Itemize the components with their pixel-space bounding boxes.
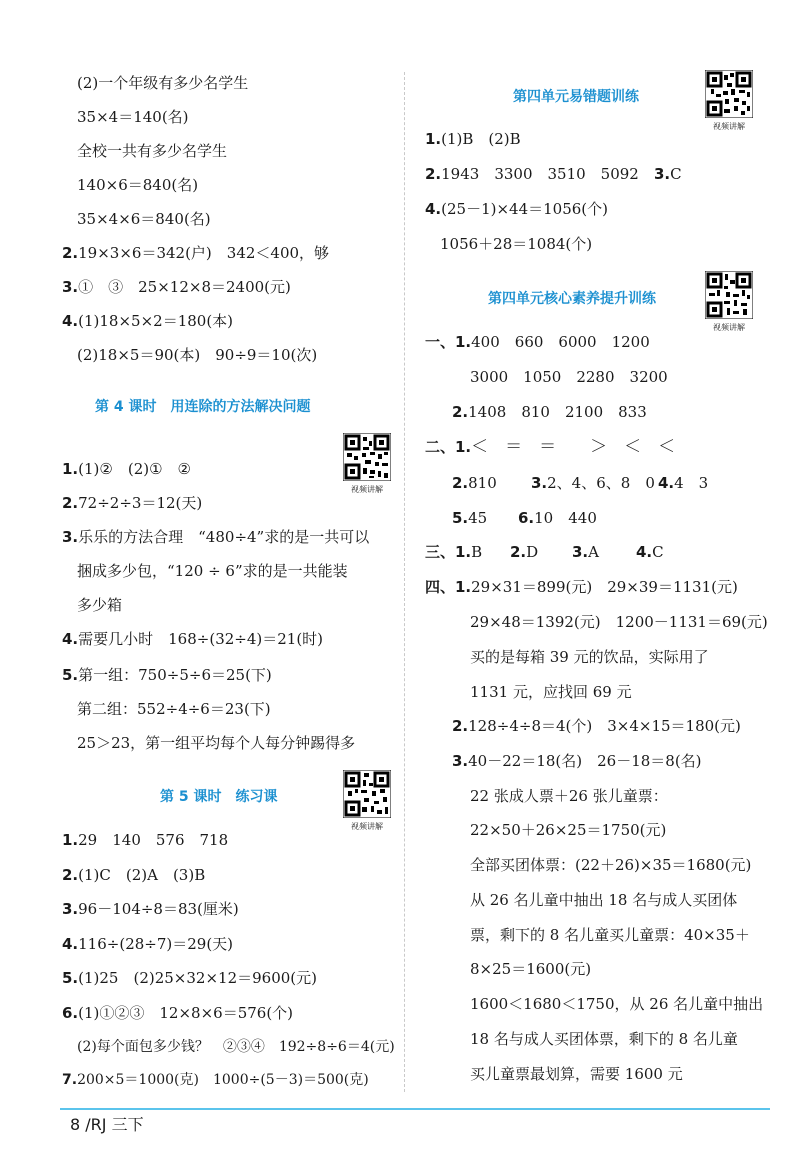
question-1: 1.29 140 576 718 <box>62 831 229 849</box>
question-2: 2.72÷2÷3＝12(天) <box>62 494 203 512</box>
answer-line: 22 张成人票＋26 张儿童票： <box>470 787 668 805</box>
question-4: 4.(25－1)×44＝1056(个) <box>425 200 609 218</box>
part-3-question-2: 2.D <box>510 543 539 561</box>
qr-code[interactable] <box>343 433 391 495</box>
part-4-question-3: 3.40－22＝18(名) 26－18＝8(名) <box>452 752 702 770</box>
answer-line: 票，剩下的 8 名儿童买儿童票：40×35＋ <box>470 926 750 944</box>
question-3: 3.C <box>654 165 682 183</box>
page-number: 8 <box>70 1115 81 1134</box>
column-divider <box>404 72 405 1092</box>
qr-caption: 视频讲解 <box>351 485 383 494</box>
qr-code-icon <box>343 433 391 481</box>
question-4: 4.需要几小时 168÷(32÷4)＝21(时) <box>62 630 324 648</box>
question-2: 2.(1)C (2)A (3)B <box>62 866 206 884</box>
answer-line: 22×50＋26×25＝1750(元) <box>470 821 667 839</box>
answer-line: 全校一共有多少名学生 <box>77 142 228 160</box>
answer-line: 第二组：552÷4÷6＝23(下) <box>77 700 271 718</box>
page-footer <box>70 1112 144 1135</box>
question-6: 6.(1)①②③ 12×8×6＝576(个) <box>62 1004 294 1022</box>
answer-line: 18 名与成人买团体票，剩下的 8 名儿童 <box>470 1030 738 1048</box>
answer-line: (2)一个年级有多少名学生 <box>77 74 249 92</box>
question-2: 2.1943 3300 3510 5092 <box>425 165 639 183</box>
answer-line: 多少箱 <box>77 596 123 614</box>
part-2-question-5: 5.45 <box>452 509 488 527</box>
answer-line: 1600＜1680＜1750，从 26 名儿童中抽出 <box>470 995 764 1013</box>
answer-line: 从 26 名儿童中抽出 18 名与成人买团体 <box>470 891 738 909</box>
part-3-question-4: 4.C <box>636 543 664 561</box>
qr-code-icon <box>705 271 753 319</box>
lesson-4-title: 第 4 课时 用连除的方法解决问题 <box>95 399 311 415</box>
question-3: 3.96－104÷8＝83(厘米) <box>62 900 239 918</box>
answer-line: 捆成多少包，“120 ÷ 6”求的是一共能装 <box>77 562 348 580</box>
qr-caption: 视频讲解 <box>713 122 745 131</box>
qr-caption: 视频讲解 <box>351 822 383 831</box>
part-1-question-2: 2.1408 810 2100 833 <box>452 403 647 421</box>
question-4: 4.(1)18×5×2＝180(本) <box>62 312 234 330</box>
part-2-question-3: 3.2、4、6、8 0 <box>531 474 655 492</box>
footer-rule <box>60 1108 770 1110</box>
answer-line: 8×25＝1600(元) <box>470 960 592 978</box>
part-2-question-4: 4.4 3 <box>658 474 709 492</box>
question-1: 1.(1)② (2)① ② <box>62 460 191 478</box>
answer-line: (2)18×5＝90(本) 90÷9＝10(次) <box>77 346 318 364</box>
answer-line: (2)每个面包多少钱？ ②③④ 192÷8÷6＝4(元) <box>77 1039 395 1055</box>
answer-line: 25＞23，第一组平均每个人每分钟踢得多 <box>77 734 356 752</box>
question-2: 2.19×3×6＝342(户) 342＜400，够 <box>62 244 330 262</box>
part-4-question-2: 2.128÷4÷8＝4(个) 3×4×15＝180(元) <box>452 717 741 735</box>
unit-4-errors-title: 第四单元易错题训练 <box>513 89 639 105</box>
qr-caption: 视频讲解 <box>713 323 745 332</box>
answer-line: 1131 元，应找回 69 元 <box>470 683 632 701</box>
answer-line: 140×6＝840(名) <box>77 176 199 194</box>
answer-line: 买儿童票最划算，需要 1600 元 <box>470 1065 683 1083</box>
qr-code[interactable] <box>343 770 391 832</box>
book-label: /RJ 三下 <box>85 1115 144 1134</box>
part-2-question-1: 二、1.＜ ＝ ＝ ＞ ＜ ＜ <box>425 437 676 457</box>
question-3: 3.① ③ 25×12×8＝2400(元) <box>62 278 291 296</box>
question-7: 7.200×5＝1000(克) 1000÷(5－3)＝500(克) <box>62 1072 369 1088</box>
question-4: 4.116÷(28÷7)＝29(天) <box>62 935 234 953</box>
answer-line: 买的是每箱 39 元的饮品，实际用了 <box>470 648 709 666</box>
answer-line: 35×4×6＝840(名) <box>77 210 211 228</box>
qr-code[interactable] <box>705 271 753 333</box>
answer-line: 全部买团体票：(22＋26)×35＝1680(元) <box>470 856 752 874</box>
qr-code-icon <box>343 770 391 818</box>
question-3: 3.乐乐的方法合理 “480÷4”求的是一共可以 <box>62 528 370 546</box>
part-4-question-1: 四、1.29×31＝899(元) 29×39＝1131(元) <box>425 578 738 596</box>
answer-line: 29×48＝1392(元) 1200－1131＝69(元) <box>470 613 768 631</box>
part-2-question-6: 6.10 440 <box>518 509 597 527</box>
lesson-5-title: 第 5 课时 练习课 <box>160 789 278 805</box>
question-5: 5.(1)25 (2)25×32×12＝9600(元) <box>62 969 317 987</box>
answer-line: 1056＋28＝1084(个) <box>440 235 593 253</box>
answer-line: 35×4＝140(名) <box>77 108 189 126</box>
answer-line: 3000 1050 2280 3200 <box>470 368 668 386</box>
qr-code[interactable] <box>705 70 753 132</box>
part-1-question-1: 一、1.400 660 6000 1200 <box>425 333 650 351</box>
unit-4-core-title: 第四单元核心素养提升训练 <box>488 291 656 307</box>
part-3-question-3: 3.A <box>572 543 599 561</box>
question-5: 5.第一组：750÷5÷6＝25(下) <box>62 666 272 684</box>
part-2-question-2: 2.810 <box>452 474 497 492</box>
part-3-question-1: 三、1.B <box>425 543 483 561</box>
question-1: 1.(1)B (2)B <box>425 130 521 148</box>
qr-code-icon <box>705 70 753 118</box>
